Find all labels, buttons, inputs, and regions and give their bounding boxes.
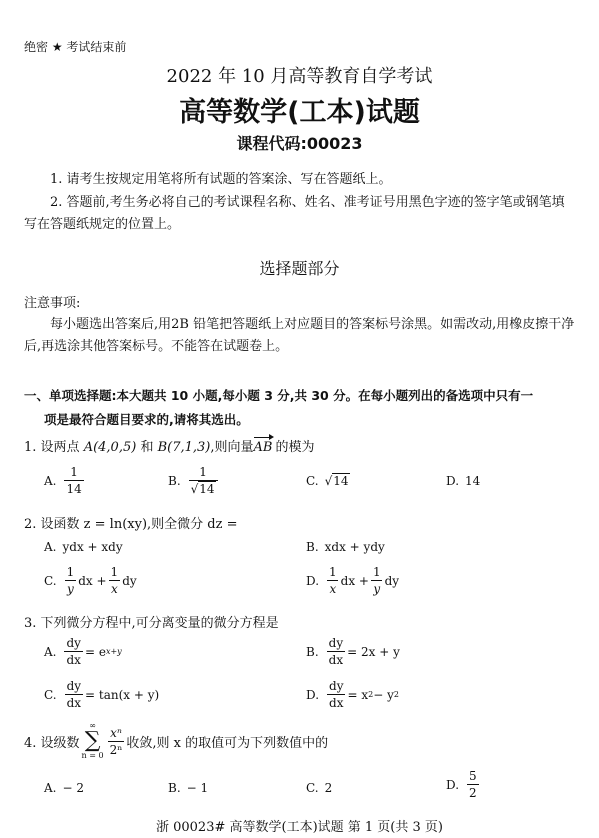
q2-option-d[interactable]: D. $\frac{1}{x}$ dx + $\frac{1}{y}$ dy [306, 565, 400, 596]
q4-option-c[interactable]: C. 2 [306, 781, 333, 795]
summation-symbol: ∞ ∑ n = 0 [81, 721, 104, 760]
notes-text: 每小题选出答案后,用2B 铅笔把答题纸上对应题目的答案标号涂黑。如需改动,用橡皮擦干净后,再选涂其他答案标号。不能答在试题卷上。 [24, 317, 575, 354]
course-code: 课程代码:00023 [236, 134, 363, 153]
question-1-stem: 1. 设两点 A(4,0,5) 和 B(7,1,3),则向量AB 的模为 [24, 440, 315, 455]
question-3-stem: 3. 下列微分方程中,可分离变量的微分方程是 [24, 616, 279, 631]
question-4-stem: 4. 设级数 ∞ ∑ n = 0 $\frac{\text{xⁿ}}{\text{2ⁿ}}$ 收敛,则 x 的取值可为下列数值中的 [24, 721, 329, 760]
q4-option-d[interactable]: D. $\frac{5}{2}$ [446, 769, 477, 800]
instruction-1: 1. 请考生按规定用笔将所有试题的答案涂、写在答题纸上。 [50, 172, 392, 187]
q3-option-a[interactable]: A. $\frac{dy}{dx}$ = e x+y [44, 636, 122, 667]
part1-heading-line2: 项是最符合题目要求的,请将其选出。 [44, 412, 249, 427]
q4-option-b[interactable]: B. − 1 [168, 781, 209, 795]
q1-option-d[interactable]: D. 14 [446, 474, 481, 488]
q2-option-a[interactable]: A. ydx + xdy [44, 540, 123, 554]
question-2-stem: 2. 设函数 z = ln(xy),则全微分 dz = [24, 517, 238, 532]
q2-option-c[interactable]: C. $\frac{1}{y}$ dx + $\frac{1}{x}$ dy [44, 565, 137, 596]
q4-option-a[interactable]: A. − 2 [44, 781, 84, 795]
q3-option-c[interactable]: C. $\frac{dy}{dx}$ = tan(x + y) [44, 679, 160, 710]
q1-option-b[interactable]: B. $\frac{1}{√14}$ [168, 466, 220, 495]
q3-option-b[interactable]: B. $\frac{dy}{dx}$ = 2x + y [306, 636, 400, 667]
q1-option-a[interactable]: A. $\frac{1}{14}$ [44, 465, 82, 496]
part1-heading-line1: 一、单项选择题:本大题共 10 小题,每小题 3 分,共 30 分。在每小题列出的备选项中只有一 [24, 388, 534, 403]
exam-title: 2022 年 10 月高等教育自学考试 [166, 66, 433, 87]
notes-label: 注意事项: [24, 296, 81, 311]
q3-option-d[interactable]: D. $\frac{dy}{dx}$ = x 2 − y 2 [306, 679, 399, 710]
subject-title: 高等数学(工本)试题 [179, 97, 420, 128]
section-title: 选择题部分 [259, 259, 340, 278]
instruction-2: 2. 答题前,考生务必将自己的考试课程名称、姓名、准考证号用黑色字迹的签字笔或钢笔填写在答题纸规定的位置上。 [24, 195, 565, 232]
vector-ab: AB [253, 440, 273, 455]
page-footer: 浙 00023# 高等数学(工本)试题 第 1 页(共 3 页) [155, 820, 443, 835]
q2-option-b[interactable]: B. xdx + ydy [306, 540, 385, 554]
secret-label: 绝密 ★ 考试结束前 [24, 40, 127, 54]
q1-option-c[interactable]: C. √14 [306, 474, 349, 488]
